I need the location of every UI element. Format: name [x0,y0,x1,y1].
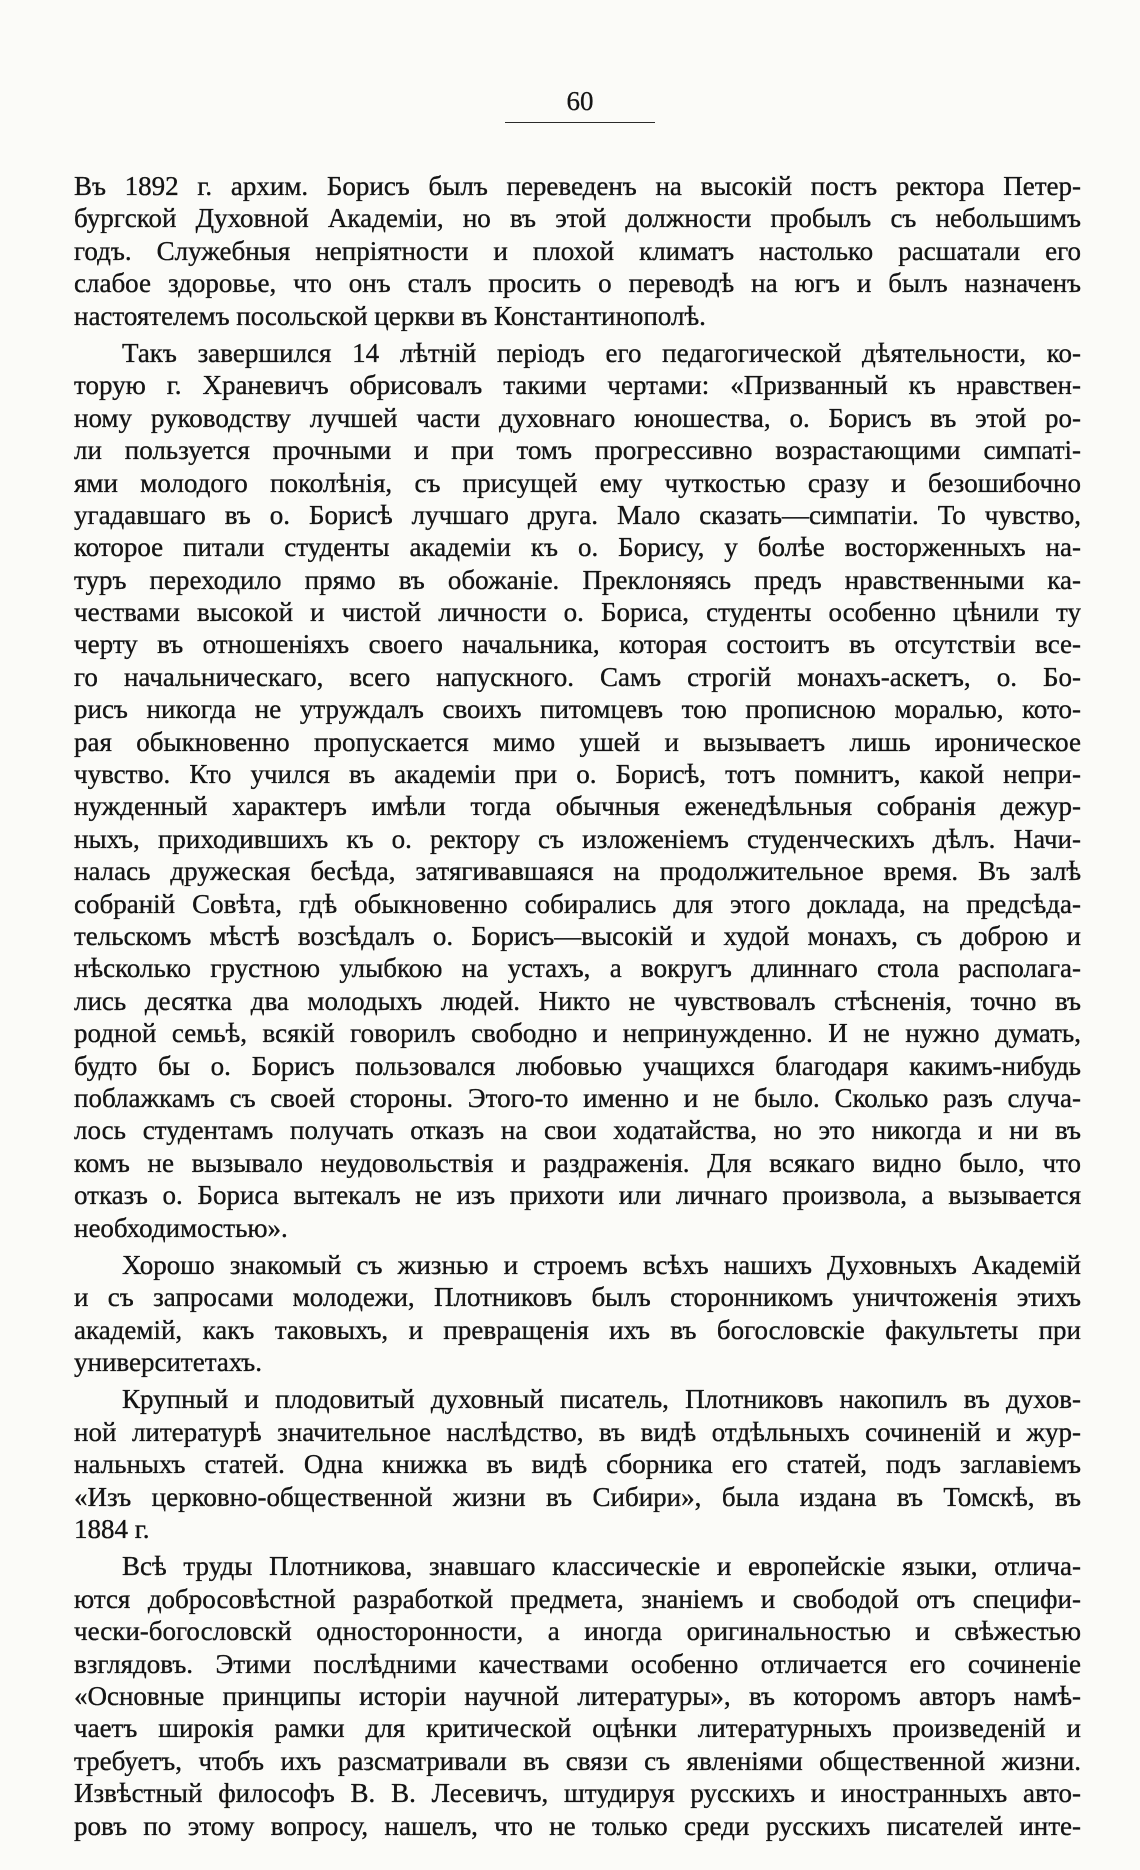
header-rule [505,122,655,123]
text-line: Въ 1892 г. архим. Борисъ былъ переведенъ на высокій постъ ректора Петер- [74,171,1081,201]
text-line: необходимостью». [74,1212,288,1243]
text-line: годъ. Служебныя непріятности и плохой климатъ настолько расшатали его [74,235,1081,266]
paragraph-2 [74,337,1081,1244]
text-line: 1884 г. [74,1514,150,1545]
text-line: «Изъ церковно-общественной жизни въ Сибири», была издана въ Томскѣ, въ [74,1481,1081,1512]
paragraph-4 [74,1383,1081,1545]
text-line: рая обыкновенно пропускается мимо ушей и вызываетъ лишь ироническое [74,726,1081,757]
text-line: «Основные принципы исторіи научной литературы», въ которомъ авторъ намѣ- [74,1680,1081,1711]
text-line: ному руководству лучшей части духовнаго юношества, о. Борисъ въ этой ро- [74,402,1081,433]
text-line: бургской Духовной Академіи, но въ этой должности пробылъ съ небольшимъ [74,203,1081,234]
text-line: угадавшаго въ о. Борисѣ лучшаго друга. Мало сказать—симпатіи. То чувство, [74,499,1081,530]
text-line: слабое здоровье, что онъ сталъ просить о переводѣ на югъ и былъ назначенъ [74,268,1081,299]
text-line: комъ не вызывало неудовольствія и раздраженія. Для всякаго видно было, что [74,1147,1081,1178]
text-line: чувство. Кто учился въ академіи при о. Борисѣ, тотъ помнитъ, какой непри- [74,759,1081,790]
text-line: Крупный и плодовитый духовный писатель, Плотниковъ накопилъ въ духов- [122,1384,1081,1415]
text-line: и съ запросами молодежи, Плотниковъ былъ сторонникомъ уничтоженія этихъ [74,1282,1081,1313]
text-line: собраній Совѣта, гдѣ обыкновенно собирались для этого доклада, на предсѣда- [74,888,1081,919]
text-line: тельскомъ мѣстѣ возсѣдалъ о. Борисъ—высокій и худой монахъ, съ доброю и [74,920,1081,951]
text-line: которое питали студенты академіи къ о. Борису, у болѣе восторженныхъ на- [74,532,1081,563]
text-line: ли пользуется прочными и при томъ прогрессивно возрастающими симпаті- [74,435,1081,466]
text-line: рисъ никогда не утруждалъ своихъ питомцевъ тою прописною моралью, кото- [74,694,1081,725]
text-line: лись десятка два молодыхъ людей. Никто не чувствовалъ стѣсненія, точно въ [74,985,1081,1016]
paragraph-1 [74,170,1081,332]
text-line: настоятелемъ посольской церкви въ Константинополѣ. [74,300,706,331]
text-line: нѣсколько грустною улыбкою на устахъ, а вокругъ длиннаго стола располага- [74,953,1081,984]
text-line: взглядовъ. Этими послѣдними качествами особенно отличается его сочиненіе [74,1648,1081,1679]
text-line: го начальническаго, всего напускного. Самъ строгій монахъ-аскетъ, о. Бо- [74,661,1081,692]
page-header [505,84,655,123]
text-line: университетахъ. [74,1347,262,1378]
paragraph-3 [74,1249,1081,1379]
text-line: ями молодого поколѣнія, съ присущей ему чуткостью сразу и безошибочно [74,467,1081,498]
text-line: черту въ отношеніяхъ своего начальника, которая состоитъ въ отсутствіи все- [74,629,1081,660]
text-line: ются добросовѣстной разработкой предмета, знаніемъ и свободой отъ специфи- [74,1583,1081,1614]
text-body [74,170,1081,1842]
text-line: чески-богословскй односторонности, а иногда оригинальностью и свѣжестью [74,1616,1081,1647]
text-line: нальныхъ статей. Одна книжка въ видѣ сборника его статей, подъ заглавіемъ [74,1449,1081,1480]
paragraph-5 [74,1550,1081,1842]
text-line: Такъ завершился 14 лѣтній періодъ его педагогической дѣятельности, ко- [122,337,1081,368]
text-line: налась дружеская бесѣда, затягивавшаяся на продолжительное время. Въ залѣ [74,856,1081,887]
text-line: Всѣ труды Плотникова, знавшаго классическіе и европейскіе языки, отлича- [122,1551,1081,1582]
text-line: ровъ по этому вопросу, нашелъ, что не только среди русскихъ писателей инте- [74,1810,1081,1841]
text-line: отказъ о. Бориса вытекалъ не изъ прихоти или личнаго произвола, а вызывается [74,1180,1081,1211]
text-line: нужденный характеръ имѣли тогда обычныя еженедѣльныя собранія дежур- [74,791,1081,822]
text-line: ной литературѣ значительное наслѣдство, въ видѣ отдѣльныхъ сочиненій и жур- [74,1416,1081,1447]
text-line: будто бы о. Борисъ пользовался любовью учащихся благодаря какимъ-нибудь [74,1050,1081,1081]
text-line: ныхъ, приходившихъ къ о. ректору съ изложеніемъ студенческихъ дѣлъ. Начи- [74,823,1081,854]
text-line: академій, какъ таковыхъ, и превращенія ихъ въ богословскіе факультеты при [74,1314,1081,1345]
page-number: 60 [566,86,594,116]
text-line: Извѣстный философъ В. В. Лесевичъ, штудируя русскихъ и иностранныхъ авто- [74,1778,1081,1809]
text-line: чаетъ широкія рамки для критической оцѣнки литературныхъ произведеній и [74,1713,1081,1744]
text-line: чествами высокой и чистой личности о. Бориса, студенты особенно цѣнили ту [74,597,1081,628]
text-line: Хорошо знакомый съ жизнью и строемъ всѣхъ нашихъ Духовныхъ Академій [122,1249,1081,1280]
text-line: требуетъ, чтобъ ихъ разсматривали въ связи съ явленіями общественной жизни. [74,1745,1081,1776]
text-line: туръ переходило прямо въ обожаніе. Преклоняясь предъ нравственными ка- [74,564,1081,595]
text-line: торую г. Храневичъ обрисовалъ такими чертами: «Призванный къ нравствен- [74,370,1081,401]
text-line: лось студентамъ получать отказъ на свои ходатайства, но это никогда и ни въ [74,1115,1081,1146]
text-line: родной семьѣ, всякій говорилъ свободно и непринужденно. И не нужно думать, [74,1018,1081,1049]
text-line: поблажкамъ съ своей стороны. Этого-то именно и не было. Сколько разъ случа- [74,1082,1081,1113]
